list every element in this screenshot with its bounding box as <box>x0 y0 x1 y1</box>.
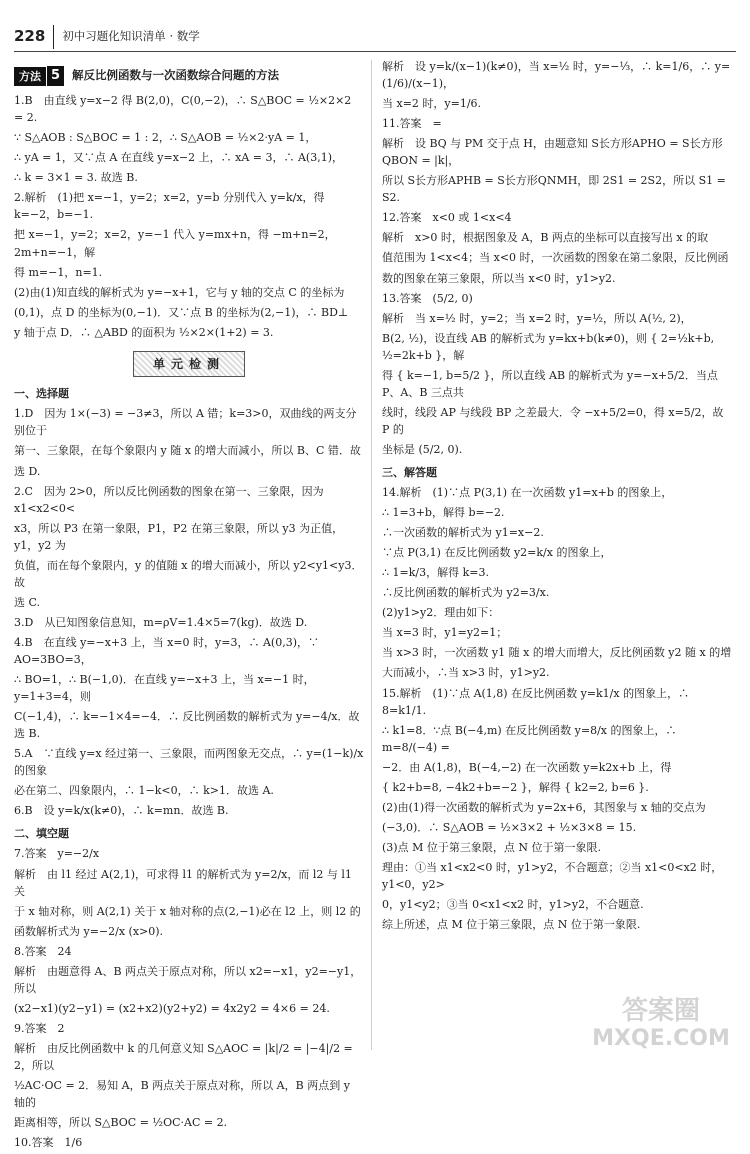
text-line: 10.答案 1/6 <box>14 1136 83 1150</box>
watermark-url: MXQE.COM <box>592 1026 730 1051</box>
section-heading-choice: 一、选择题 <box>14 387 69 401</box>
text-line: 函数解析式为 y=−2/x (x>0). <box>14 924 164 938</box>
book-title: 初中习题化知识清单 · 数学 <box>62 29 200 44</box>
question-1 <box>14 405 364 479</box>
question-10-analysis <box>382 58 732 112</box>
text-line: 2.解析 (1)把 x=−1，y=2；x=2，y=b 分别代入 y=k/x，得 k=−2，b=−1. <box>14 191 325 222</box>
text-line: 8.答案 24 <box>14 944 72 958</box>
text-line: C(−1,4)，∴ k=−1×4=−4．∴ 反比例函数的解析式为 y=−4/x．故选 B. <box>14 710 360 741</box>
question-3 <box>14 614 364 631</box>
text-line: ∴ 1=3+b，解得 b=−2. <box>382 506 505 520</box>
text-line: 第一、三象限，在每个象限内 y 随 x 的增大而减小，所以 B、C 错．故 <box>14 444 361 458</box>
text-line: y 轴于点 D．∴ △ABD 的面积为 ½×2×(1+2) = 3. <box>14 325 274 339</box>
text-line: ∵ S△AOB : S△BOC = 1 : 2，∴ S△AOB = ½×2·yA = 1， <box>14 131 317 145</box>
text-line: ∴一次函数的解析式为 y1=x−2. <box>382 526 544 540</box>
unit-test-banner: 单元检测 <box>133 351 245 378</box>
question-7 <box>14 845 364 939</box>
text-line: 14.解析 (1)∵点 P(3,1) 在一次函数 y1=x+b 的图象上， <box>382 486 673 500</box>
text-line: (x2−x1)(y2−y1) = (x2+x2)(y2+y2) = 4x2y2 = 4×6 = 24. <box>14 1001 330 1015</box>
text-line: (3)点 M 位于第三象限，点 N 位于第一象限. <box>382 840 601 854</box>
text-line: (2)由(1)得一次函数的解析式为 y=2x+6，其图象与 x 轴的交点为 <box>382 800 706 814</box>
page-number: 228 <box>14 25 54 48</box>
text-line: 4.B 在直线 y=−x+3 上，当 x=0 时，y=3，∴ A(0,3)，∵ AO=3BO=3， <box>14 635 319 666</box>
text-line: (2)y1>y2．理由如下： <box>382 606 500 620</box>
section-heading-answers: 三、解答题 <box>382 465 437 479</box>
text-line: 3.D 从已知图象信息知，m=ρV=1.4×5=7(kg)．故选 D. <box>14 615 308 629</box>
text-line: 0，y1<y2；③当 0<x1<x2 时，y1>y2，不合题意. <box>382 898 644 912</box>
question-10 <box>14 1134 364 1151</box>
text-line: (2)由(1)知直线的解析式为 y=−x+1，它与 y 轴的交点 C 的坐标为 <box>14 285 345 299</box>
text-line: 线时，线段 AP 与线段 BP 之差最大．令 −x+5/2=0，得 x=5/2，故 P 的 <box>382 405 724 436</box>
method-example-2 <box>14 189 364 340</box>
text-line: 解析 由 l1 经过 A(2,1)，可求得 l1 的解析式为 y=2/x，而 l2 与 l1 关 <box>14 867 352 898</box>
method-title: 解反比例函数与一次函数综合问题的方法 <box>72 68 280 83</box>
text-line: ∴ BO=1，∴ B(−1,0)．在直线 y=−x+3 上，当 x=−1 时，y=1+3=4，则 <box>14 673 315 704</box>
text-line: 必在第二、四象限内，∴ 1−k<0，∴ k>1．故选 A. <box>14 784 274 798</box>
text-line: 选 D. <box>14 464 41 478</box>
text-line: 所以 S长方形APHB = S长方形QNMH，即 2S1 = 2S2，所以 S1 = S2. <box>382 174 726 205</box>
question-13 <box>382 290 732 458</box>
text-line: B(2, ½)，设直线 AB 的解析式为 y=kx+b(k≠0)，则 { 2=½k+b, ½=2k+b }，解 <box>382 331 715 362</box>
text-line: 解析 当 x=½ 时，y=2；当 x=2 时，y=½，所以 A(½, 2)， <box>382 311 692 325</box>
text-line: 1.B 由直线 y=x−2 得 B(2,0)，C(0,−2)，∴ S△BOC = ½×2×2 = 2. <box>14 94 352 125</box>
text-line: 1.D 因为 1×(−3) = −3≠3，所以 A 错；k=3>0，双曲线的两支分别位于 <box>14 407 357 438</box>
question-12 <box>382 209 732 286</box>
text-line: 当 x=2 时，y=1/6. <box>382 97 482 111</box>
question-5 <box>14 745 364 799</box>
text-line: 选 C. <box>14 595 41 609</box>
text-line: ∴ k1=8．∵点 B(−4,m) 在反比例函数 y=8/x 的图象上，∴ m=8/(−4) = <box>382 723 677 754</box>
page-header <box>14 26 200 48</box>
text-line: 大而减小，∴当 x>3 时，y1>y2. <box>382 666 550 680</box>
text-line: 距离相等，所以 S△BOC = ½OC·AC = 2. <box>14 1116 228 1130</box>
text-line: ∴ k = 3×1 = 3. 故选 B. <box>14 171 138 185</box>
left-column <box>14 58 364 1154</box>
text-line: −2．由 A(1,8)，B(−4,−2) 在一次函数 y=k2x+b 上，得 <box>382 760 672 774</box>
header-rule <box>14 51 736 52</box>
watermark-logo <box>586 996 736 1052</box>
text-line: ∴ 1=k/3，解得 k=3. <box>382 566 489 580</box>
text-line: 解析 由题意得 A、B 两点关于原点对称，所以 x2=−x1，y2=−y1，所以 <box>14 964 362 995</box>
text-line: ½AC·OC = 2．易知 A，B 两点关于原点对称，所以 A，B 两点到 y 轴的 <box>14 1079 350 1110</box>
text-line: 解析 x>0 时，根据图象及 A，B 两点的坐标可以直接写出 x 的取 <box>382 231 709 245</box>
text-line: 9.答案 2 <box>14 1021 65 1035</box>
text-line: 数的图象在第三象限，所以当 x<0 时，y1>y2. <box>382 271 616 285</box>
method-label: 方法 <box>14 67 46 86</box>
text-line: 值范围为 1<x<4；当 x<0 时，一次函数的图象在第二象限，反比例函 <box>382 251 729 265</box>
text-line: 综上所述，点 M 位于第三象限，点 N 位于第一象限. <box>382 918 641 932</box>
text-line: 7.答案 y=−2/x <box>14 847 100 861</box>
text-line: 13.答案 (5/2, 0) <box>382 291 473 305</box>
text-line: 当 x=3 时，y1=y2=1； <box>382 626 508 640</box>
section-heading-fill: 二、填空题 <box>14 827 69 841</box>
text-line: 6.B 设 y=k/x(k≠0)，∴ k=mn．故选 B. <box>14 804 229 818</box>
text-line: 得 m=−1，n=1. <box>14 265 103 279</box>
text-line: 解析 设 y=k/(x−1)(k≠0)，当 x=½ 时，y=−⅓，∴ k=1/6，∴ y=(1/6)/(x−1)， <box>382 60 731 91</box>
question-15 <box>382 685 732 934</box>
text-line: 2.C 因为 2>0，所以反比例函数的图象在第一、三象限，因为 x1<x2<0< <box>14 484 324 515</box>
text-line: ∴ yA = 1，又∵点 A 在直线 y=x−2 上，∴ xA = 3，∴ A(3,1)， <box>14 151 344 165</box>
question-14 <box>382 484 732 681</box>
text-line: { k2+b=8, −4k2+b=−2 }，解得 { k2=2, b=6 }. <box>382 780 649 794</box>
column-divider <box>371 60 372 1050</box>
text-line: 解析 由反比例函数中 k 的几何意义知 S△AOC = |k|/2 = |−4|/2 = 2，所以 <box>14 1041 353 1072</box>
right-column <box>382 58 732 936</box>
text-line: 得 { k=−1, b=5/2 }，所以直线 AB 的解析式为 y=−x+5/2．当点 P、A、B 三点共 <box>382 368 718 399</box>
text-line: 11.答案 = <box>382 117 442 131</box>
question-6 <box>14 802 364 819</box>
text-line: 于 x 轴对称，则 A(2,1) 关于 x 轴对称的点(2,−1)必在 l2 上，则 l2 的 <box>14 904 361 918</box>
text-line: 负值，而在每个象限内，y 的值随 x 的增大而减小，所以 y2<y1<y3．故 <box>14 558 363 589</box>
method-heading <box>14 66 364 86</box>
text-line: x3，所以 P3 在第一象限，P1，P2 在第三象限，所以 y3 为正值，y1，y2 为 <box>14 521 344 552</box>
method-number: 5 <box>47 66 64 86</box>
watermark-text: 答案圈 <box>621 996 700 1026</box>
question-2 <box>14 483 364 611</box>
text-line: 15.解析 (1)∵点 A(1,8) 在反比例函数 y=k1/x 的图象上，∴ 8=k1/1. <box>382 686 690 717</box>
question-9 <box>14 1020 364 1131</box>
question-4 <box>14 634 364 742</box>
question-8 <box>14 943 364 1017</box>
text-line: ∴反比例函数的解析式为 y2=3/x. <box>382 586 550 600</box>
text-line: ∵点 P(3,1) 在反比例函数 y2=k/x 的图象上， <box>382 546 612 560</box>
question-11 <box>382 115 732 206</box>
text-line: 12.答案 x<0 或 1<x<4 <box>382 211 512 225</box>
text-line: 5.A ∵直线 y=x 经过第一、三象限，而两图象无交点，∴ y=(1−k)/x 的图象 <box>14 747 364 778</box>
text-line: 当 x>3 时，一次函数 y1 随 x 的增大而增大，反比例函数 y2 随 x 的增 <box>382 646 732 660</box>
text-line: 把 x=−1，y=2；x=2，y=−1 代入 y=mx+n，得 −m+n=2，2m+n=−1，解 <box>14 228 336 259</box>
text-line: 解析 设 BQ 与 PM 交于点 H，由题意知 S长方形APHO = S长方形QBON = |k|， <box>382 137 723 168</box>
text-line: (0,1)，点 D 的坐标为(0,−1)．又∵点 B 的坐标为(2,−1)，∴ BD⊥ <box>14 305 349 319</box>
text-line: (−3,0)．∴ S△AOB = ½×3×2 + ½×3×8 = 15. <box>382 820 637 834</box>
text-line: 坐标是 (5/2, 0). <box>382 442 463 456</box>
text-line: 理由：①当 x1<x2<0 时，y1>y2，不合题意；②当 x1<0<x2 时，y1<0，y2> <box>382 860 723 891</box>
method-example-1 <box>14 92 364 186</box>
